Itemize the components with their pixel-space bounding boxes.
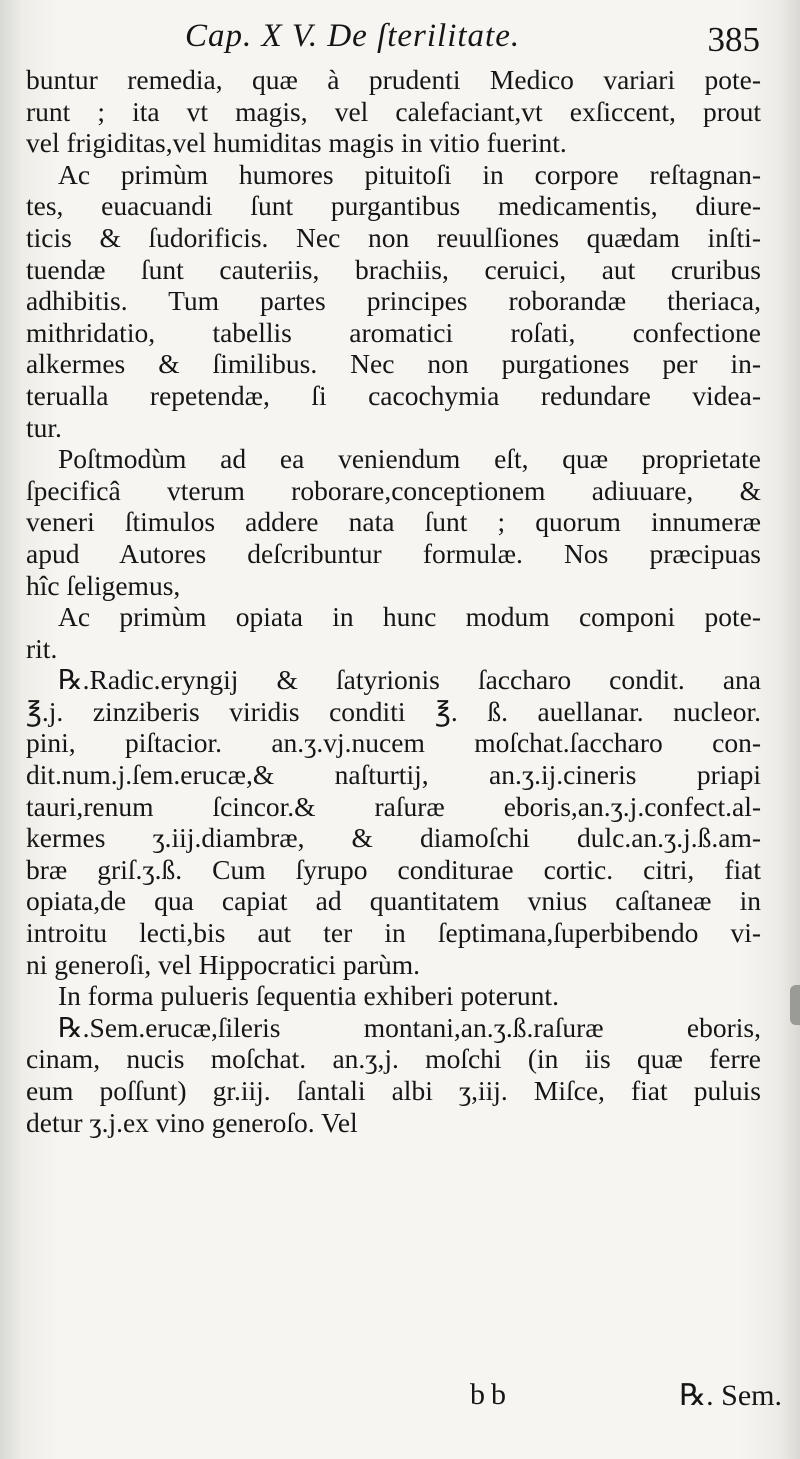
text-line: apud Autores deſcribuntur formulæ. Nos præcipuas [26, 537, 761, 569]
text-line: rit. [26, 632, 58, 664]
text-line: ℞.Sem.erucæ,ſileris montani,an.ʒ.ß.raſuræ eboris, [58, 1011, 761, 1043]
running-title: Cap. X V. De ſterilitate. [185, 18, 521, 54]
paragraph [26, 980, 761, 1012]
catchword: ℞. Sem. [679, 1379, 782, 1412]
text-line: terualla repetendæ, ſi cacochymia redundare videa- [26, 379, 761, 411]
text-line: ticis & ſudorificis. Nec non reuulſiones quædam inſti- [26, 221, 761, 253]
text-line: ſpecificâ vterum roborare,conceptionem adiuuare, & [26, 474, 761, 506]
text-line: eum poſſunt) gr.iij. ſantali albi ʒ,iij. Miſce, fiat puluis [26, 1075, 761, 1106]
text-line: cinam, nucis moſchat. an.ʒ,j. moſchi (in iis quæ ferre [26, 1043, 761, 1075]
text-line: Poſtmodùm ad ea veniendum eſt, quæ proprietate [58, 443, 761, 475]
text-line: adhibitis. Tum partes principes roborandæ theriaca, [26, 285, 761, 317]
signature-mark: bb [470, 1378, 512, 1411]
text-line: buntur remedia, quæ à prudenti Medico variari pote- [26, 64, 761, 95]
paragraph [26, 601, 761, 664]
text-line: mithridatio, tabellis aromatici roſati, confectione [26, 316, 761, 348]
text-line: Ac primùm opiata in hunc modum componi pote- [58, 601, 761, 633]
text-line: veneri ſtimulos addere nata ſunt ; quorum innumeræ [26, 506, 761, 538]
text-line: Ac primùm humores pituitoſi in corpore reſtagnan- [58, 158, 761, 190]
text-line: ℥.j. zinziberis viridis conditi ℥. ß. auellanar. nucleor. [26, 695, 761, 727]
text-line: dit.num.j.ſem.erucæ,& naſturtij, an.ʒ.ij.cineris priapi [26, 759, 761, 791]
text-line: opiata,de qua capiat ad quantitatem vnius caſtaneæ in [26, 885, 761, 917]
text-line: ni generoſi, vel Hippocratici parùm. [26, 948, 421, 980]
text-line: tauri,renum ſcincor.& raſuræ eboris,an.ʒ.j.confect.al- [26, 790, 761, 822]
page-header [0, 14, 800, 64]
paragraph [26, 64, 761, 159]
text-line: detur ʒ.j.ex vino generoſo. Vel [26, 1106, 358, 1138]
paragraph [26, 443, 761, 601]
recipe-paragraph [26, 664, 761, 980]
text-line: tuendæ ſunt cauteriis, brachiis, ceruici, aut cruribus [26, 253, 761, 285]
text-line: bræ griſ.ʒ.ß. Cum ſyrupo conditurae cortic. citri, fiat [26, 853, 761, 885]
page-number: 385 [707, 20, 760, 59]
text-line: In forma pulueris ſequentia exhiberi poterunt. [58, 980, 559, 1012]
text-line: ℞.Radic.eryngij & ſatyrionis ſaccharo condit. ana [58, 664, 761, 696]
body-text [26, 64, 761, 1138]
text-line: vel frigiditas,vel humiditas magis in vitio fuerint. [26, 127, 567, 159]
text-line: alkermes & ſimilibus. Nec non purgationes per in- [26, 348, 761, 380]
text-line: pini, piſtacior. an.ʒ.vj.nucem moſchat.ſaccharo con- [26, 727, 761, 759]
text-line: runt ; ita vt magis, vel calefaciant,vt exſiccent, prout [26, 95, 761, 127]
text-line: hîc ſeligemus, [26, 569, 181, 601]
text-line: kermes ʒ.iij.diambræ, & diamoſchi dulc.an.ʒ.j.ß.am- [26, 822, 761, 854]
text-line: tes, euacuandi ſunt purgantibus medicamentis, diure- [26, 190, 761, 222]
page-footer [0, 1378, 800, 1418]
paragraph [26, 159, 761, 443]
recipe-paragraph [26, 1012, 761, 1138]
text-line: introitu lecti,bis aut ter in ſeptimana,ſuperbibendo vi- [26, 917, 761, 949]
page-edge-shadow [790, 985, 800, 1025]
text-line: tur. [26, 411, 62, 443]
